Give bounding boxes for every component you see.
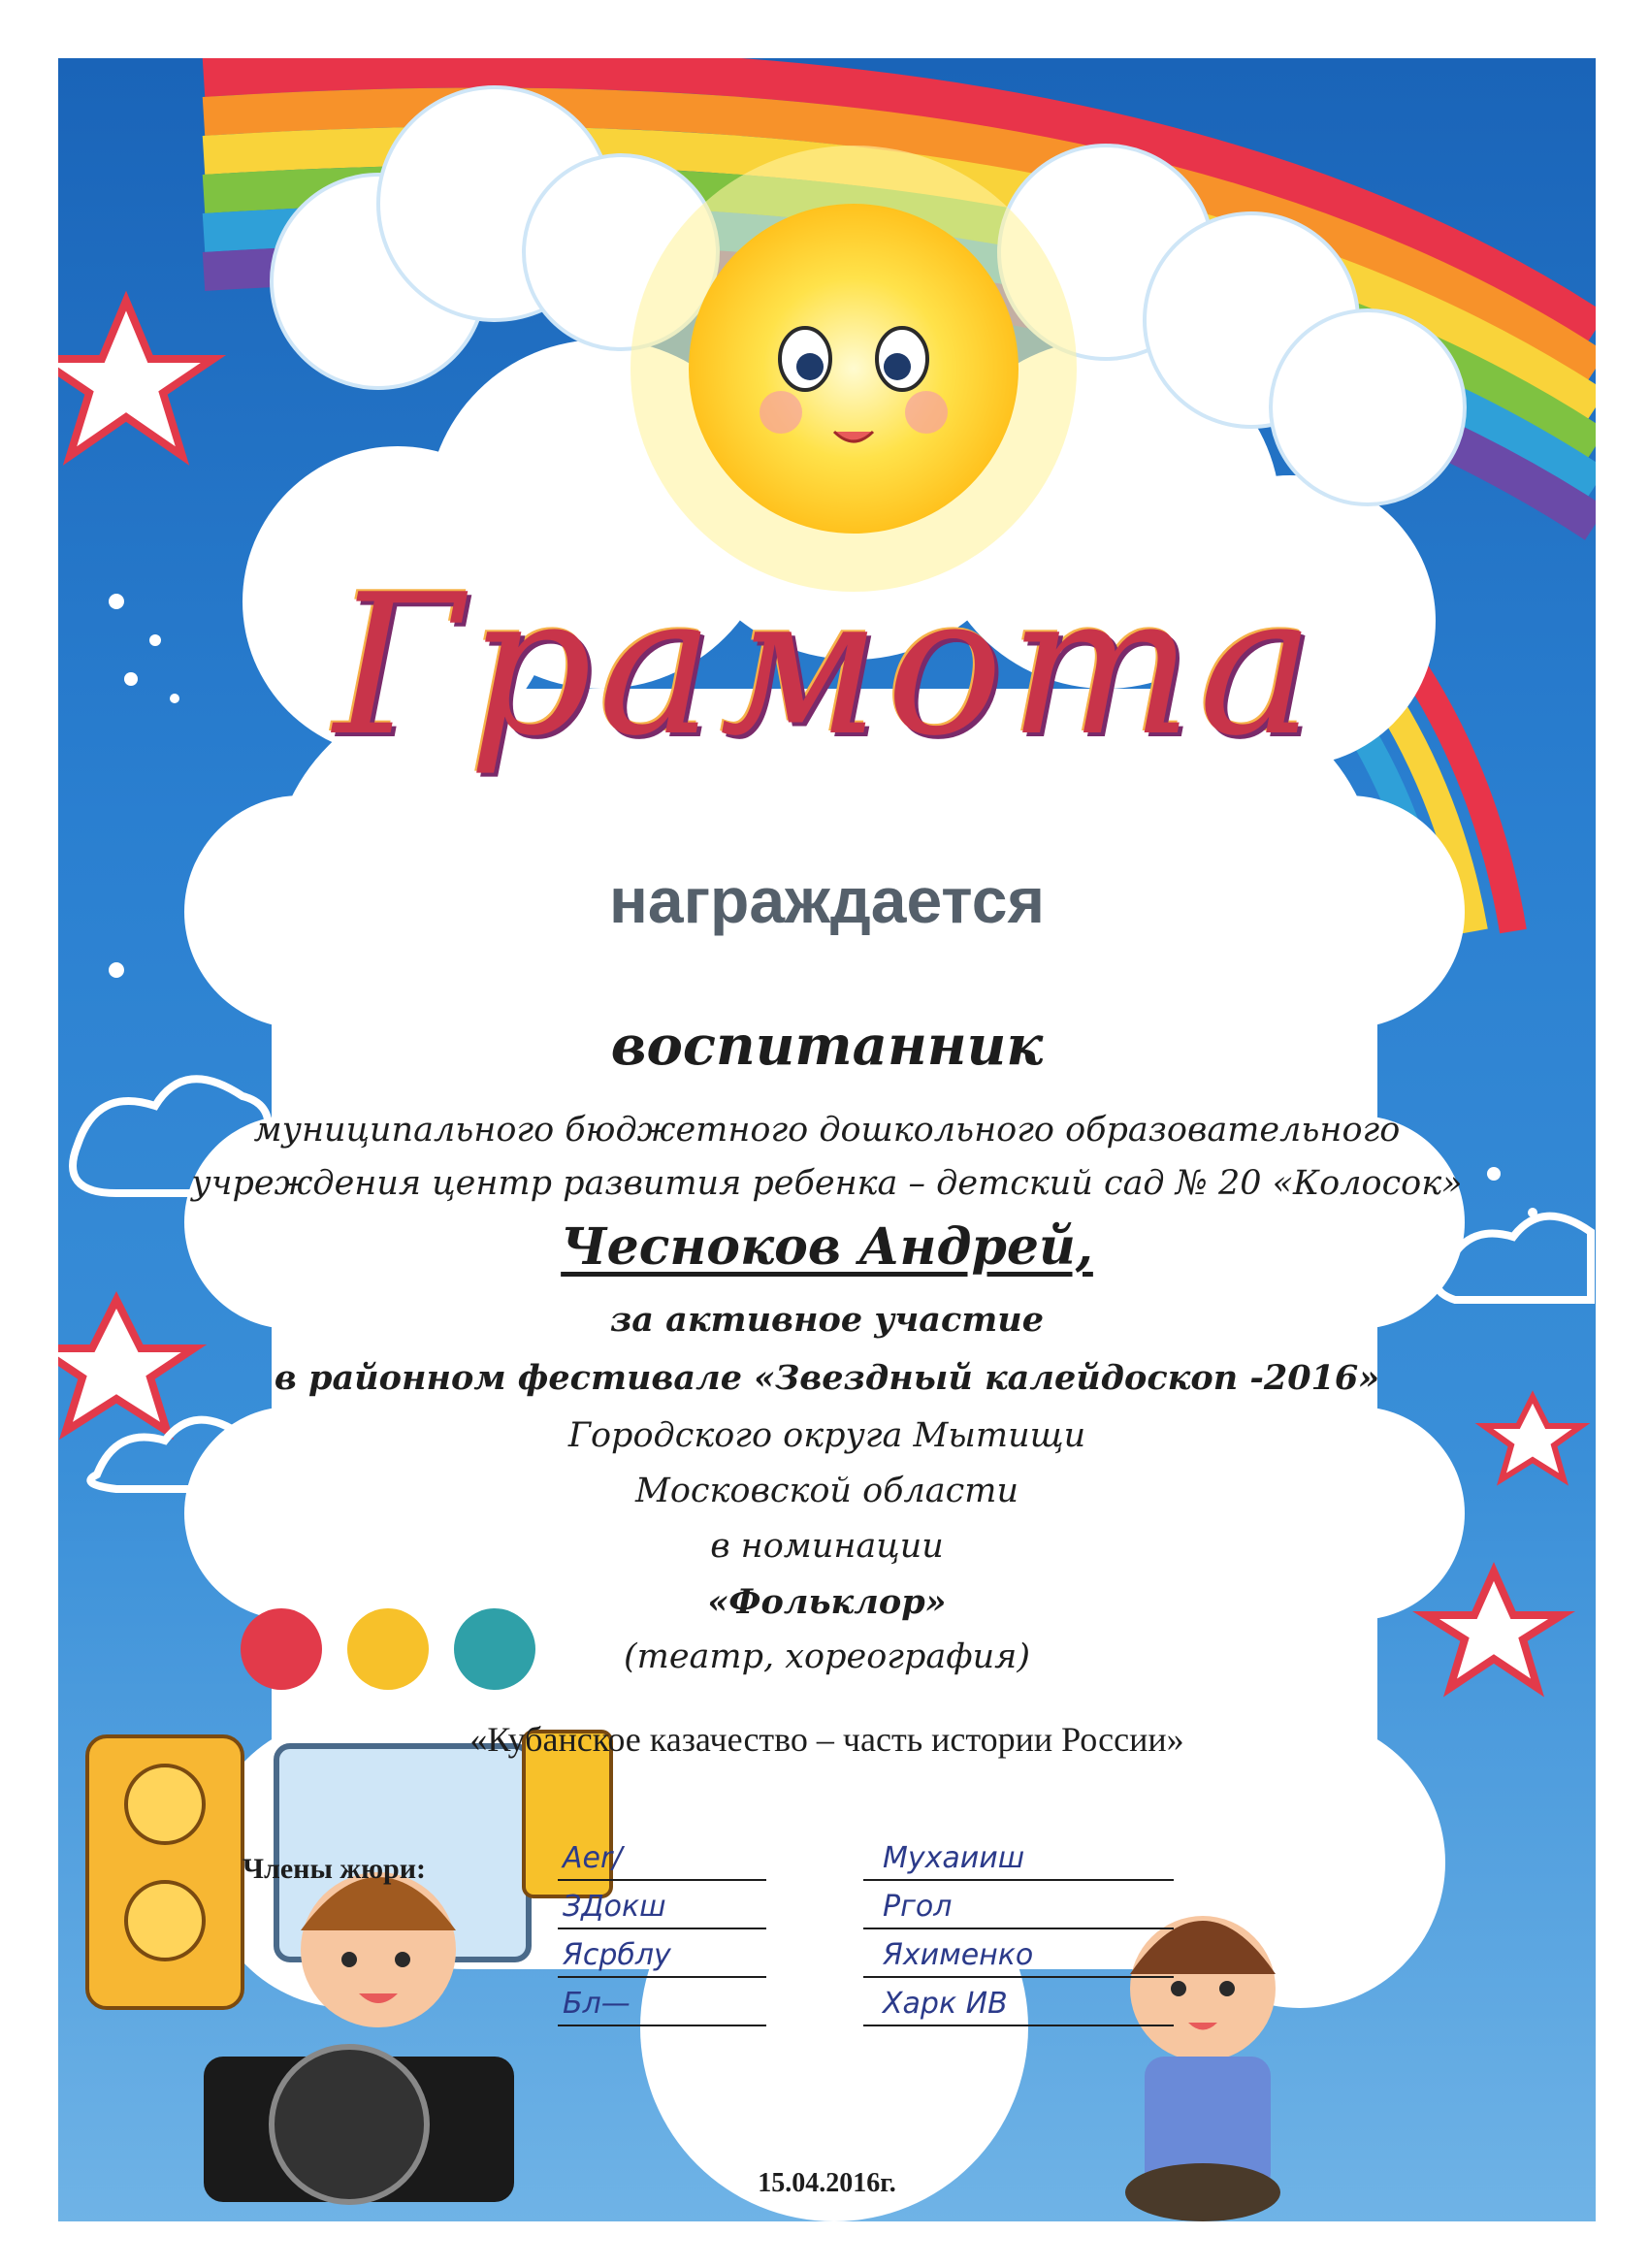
reason-line-1: за активное участие [609, 1300, 1045, 1340]
reason-line-2: в районном фестивале «Звездный калейдоскоп -2016» [274, 1358, 1380, 1398]
nomination-detail: (театр, хореография) [624, 1637, 1030, 1676]
signature-left-3: Ясрблу [563, 1938, 671, 1972]
signature-left-1: Aer/ [563, 1841, 623, 1875]
reason-line-4: Московской области [634, 1472, 1018, 1510]
award-date: 15.04.2016г. [758, 2168, 896, 2198]
signature-left-2: ЗДокш [563, 1890, 666, 1924]
awarded-label: награждается [609, 864, 1045, 936]
signature-left-4: Бл— [563, 1987, 630, 2021]
certificate-title: Грамота [334, 553, 1320, 779]
nomination: «Фольклор» [707, 1582, 947, 1622]
reason-line-5: в номинации [710, 1527, 944, 1566]
recipient-role: воспитанник [610, 1014, 1044, 1078]
certificate-text [58, 58, 1596, 2221]
reason-line-3: Городского округа Мытищи [567, 1416, 1086, 1455]
program-title: «Кубанское казачество – часть истории России» [469, 1720, 1184, 1759]
signature-right-2: Ргол [883, 1890, 953, 1924]
jury-label: Члены жюри: [242, 1853, 427, 1885]
recipient-name: Чесноков Андрей, [561, 1217, 1093, 1277]
signature-right-1: Мухаииш [883, 1841, 1025, 1875]
certificate-sheet [58, 58, 1596, 2221]
institution-line-1: муниципального бюджетного дошкольного образовательного [253, 1111, 1401, 1150]
institution-line-2: учреждения центр развития ребенка – детский сад № 20 «Колосок» [191, 1164, 1463, 1203]
signature-right-3: Яхименко [883, 1938, 1034, 1972]
signature-right-4: Харк ИВ [883, 1987, 1008, 2021]
